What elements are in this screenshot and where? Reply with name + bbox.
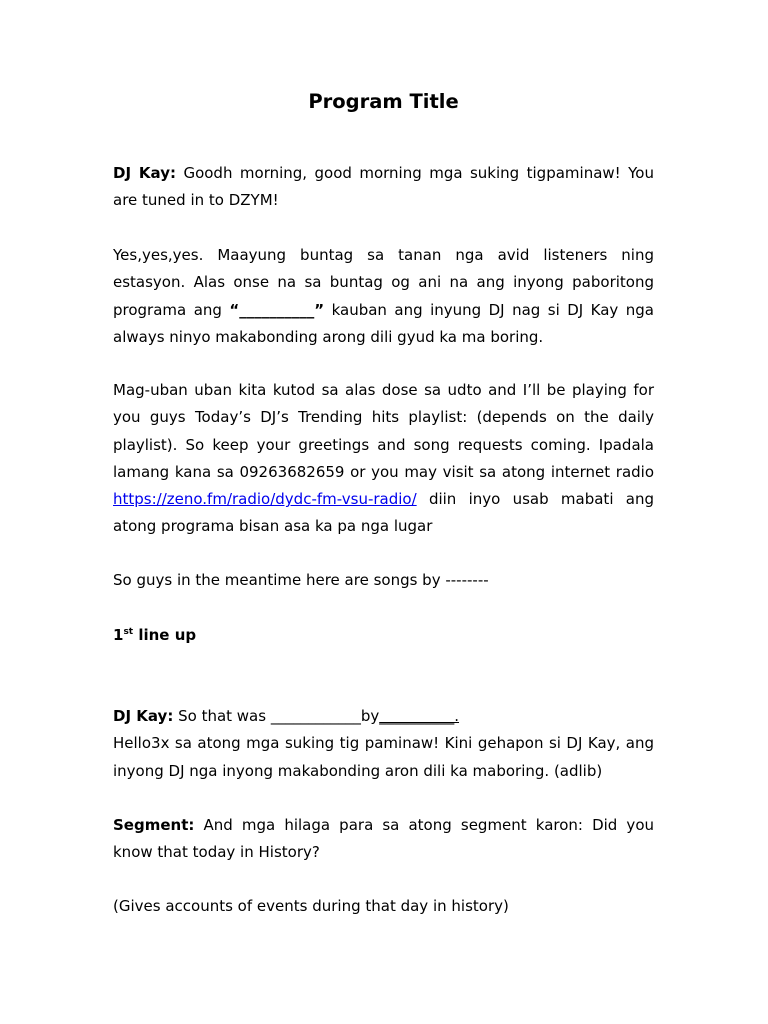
lineup-heading bbox=[113, 622, 654, 649]
intro-text-a: Yes,yes,yes. Maayung buntag sa tanan nga avid listeners ning estasyon. Alas onse na sa buntag og ani na ang inyong paboritong programa ang bbox=[113, 246, 654, 319]
song-recap-text-a: So that was ____________by bbox=[173, 707, 380, 725]
lineup-ordinal: st bbox=[123, 627, 134, 637]
page-title: Program Title bbox=[308, 90, 459, 113]
paragraph-segment bbox=[113, 812, 654, 867]
paragraph-greeting bbox=[113, 160, 654, 215]
speaker-label: DJ Kay: bbox=[113, 164, 176, 182]
song-recap-text-c: Hello3x sa atong mga suking tig paminaw! Kini gehapon si DJ Kay, ang inyong DJ nga inyong makabonding aron dili ka maboring. (adlib) bbox=[113, 734, 654, 780]
intro-text-b: kauban ang inyung DJ nag si DJ Kay nga always ninyo makabonding arong dili gyud ka ma boring. bbox=[113, 300, 654, 346]
song-recap-blank: __________. bbox=[379, 707, 460, 725]
playlist-text-a: Mag-uban uban kita kutod sa alas dose sa udto and I’ll be playing for you guys Today’s DJ’s Trending hits playlist: (depends on the daily playlist). So keep your greetings and song requests coming. Ipadala lamang kana sa 09263682659 or you may visit sa atong internet radio bbox=[113, 381, 654, 481]
paragraph-history-note: (Gives accounts of events during that day in history) bbox=[113, 897, 509, 915]
paragraph-intro bbox=[113, 242, 654, 351]
speaker-label-2: DJ Kay: bbox=[113, 707, 174, 725]
paragraph-song-recap bbox=[113, 703, 654, 785]
segment-text: And mga hilaga para sa atong segment karon: Did you know that today in History? bbox=[113, 816, 654, 862]
program-title-blank: “__________” bbox=[229, 300, 325, 319]
paragraph-playlist bbox=[113, 377, 654, 541]
lineup-label: line up bbox=[133, 626, 197, 644]
segment-label: Segment: bbox=[113, 816, 195, 834]
playlist-text-b: diin inyo usab mabati ang atong programa bisan asa ka pa nga lugar bbox=[113, 490, 654, 536]
lineup-number: 1 bbox=[113, 626, 124, 644]
paragraph-songs-intro: So guys in the meantime here are songs by -------- bbox=[113, 571, 489, 589]
radio-link[interactable]: https://zeno.fm/radio/dydc-fm-vsu-radio/ bbox=[113, 490, 417, 509]
greeting-text: Goodh morning, good morning mga suking tigpaminaw! You are tuned in to DZYM! bbox=[113, 164, 654, 210]
